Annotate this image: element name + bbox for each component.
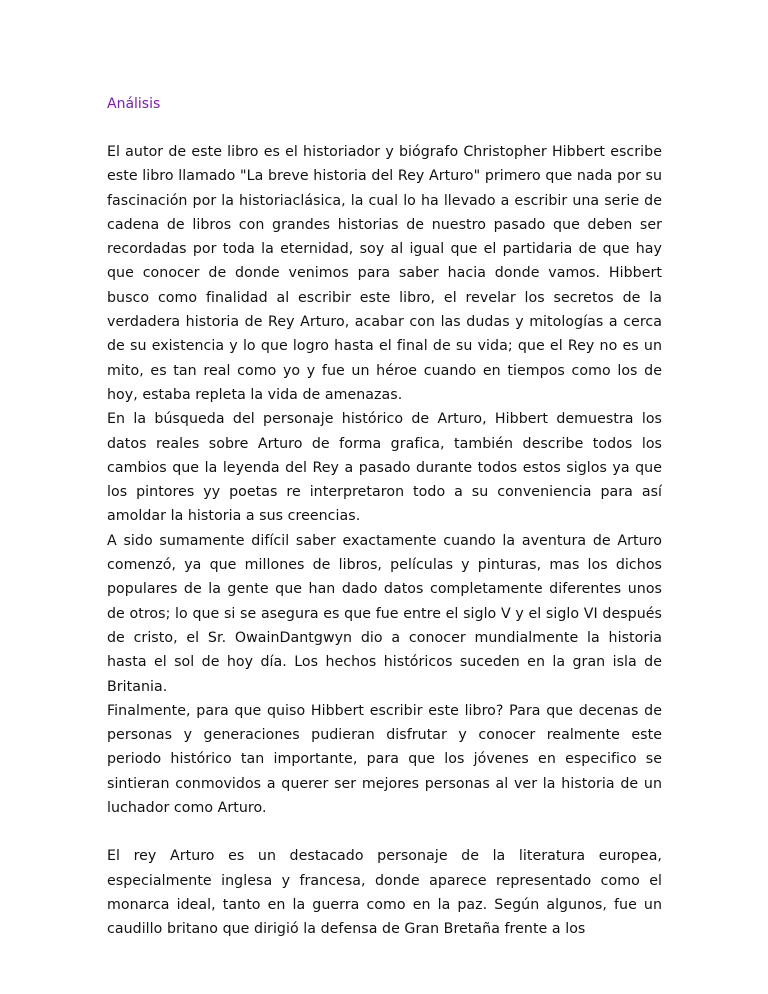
paragraph-spacer <box>107 820 662 844</box>
paragraph-purpose: Finalmente, para que quiso Hibbert escribir este libro? Para que decenas de personas y generaciones pudieran disfrutar y conocer realmente este periodo histórico tan importante, para que los jóvenes en especifico se sintieran conmovidos a querer ser mejores personas al ver la historia de un luchador como Arturo. <box>107 702 662 817</box>
paragraph-king-arthur: El rey Arturo es un destacado personaje de la literatura europea, especialmente inglesa y francesa, donde aparece representado como el monarca ideal, tanto en la guerra como en la paz. Según algunos, fue un caudillo britano que dirigió la defensa de Gran Bretaña frente a los <box>107 848 662 938</box>
section-heading: Análisis <box>107 96 161 112</box>
document-page <box>107 92 662 942</box>
paragraph-author: El autor de este libro es el historiador y biógrafo Christopher Hibbert escribe este libro llamado "La breve historia del Rey Arturo" primero que nada por su fascinación por la historiaclásica, la cual lo ha llevado a escribir una serie de cadena de libros con grandes historias de nuestro pasado que deben ser recordadas por toda la eternidad, soy al igual que el partidaria de que hay que conocer de donde venimos para saber hacia donde vamos. Hibbert busco como finalidad al escribir este libro, el revelar los secretos de la verdadera historia de Rey Arturo, acabar con las dudas y mitologías a cerca de su existencia y lo que logro hasta el final de su vida; que el Rey no es un mito, es tan real como yo y fue un héroe cuando en tiempos como los de hoy, estaba repleta la vida de amenazas. <box>107 144 662 403</box>
paragraph-search: En la búsqueda del personaje histórico de Arturo, Hibbert demuestra los datos reales sobre Arturo de forma grafica, también describe todos los cambios que la leyenda del Rey a pasado durante todos estos siglos ya que los pintores yy poetas re interpretaron todo a su conveniencia para así amoldar la historia a sus creencias. <box>107 411 662 525</box>
paragraph-origin: A sido sumamente difícil saber exactamente cuando la aventura de Arturo comenzó, ya que millones de libros, películas y pinturas, mas los dichos populares de la gente que han dado datos completamente diferentes unos de otros; lo que si se asegura es que fue entre el siglo V y el siglo VI después de cristo, el Sr. OwainDantgwyn dio a conocer mundialmente la historia hasta el sol de hoy día. Los hechos históricos suceden en la gran isla de Britania. <box>107 532 662 695</box>
